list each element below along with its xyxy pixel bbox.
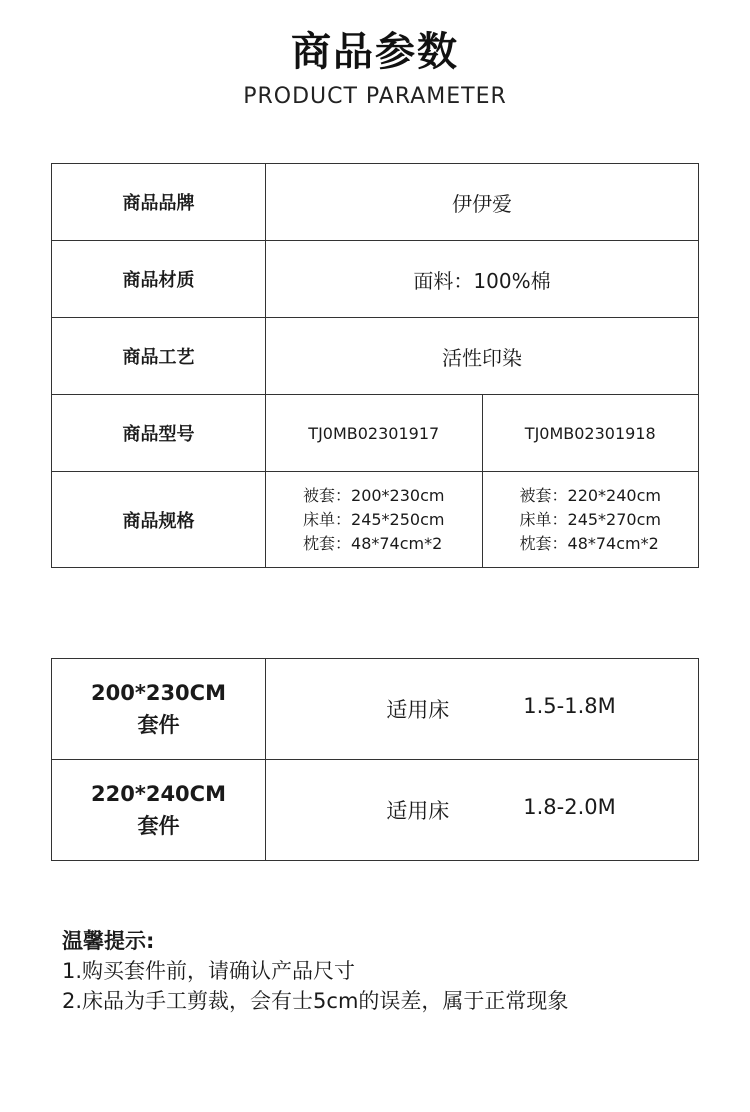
table-row <box>52 164 699 241</box>
spec-label: 商品规格 <box>52 472 266 568</box>
material-label: 商品材质 <box>52 241 266 318</box>
spec-line: 被套：200*230cm <box>303 485 445 505</box>
brand-label: 商品品牌 <box>52 164 266 241</box>
size-cell <box>52 659 266 760</box>
bed-size: 1.8-2.0M <box>523 795 616 819</box>
table-row <box>52 659 699 760</box>
spec-line: 被套：220*240cm <box>519 485 661 505</box>
notes-title: 温馨提示: <box>62 929 155 953</box>
spec-cell-2 <box>482 472 699 568</box>
spec-line: 枕套：48*74cm*2 <box>303 533 443 553</box>
spec-cell-1 <box>266 472 483 568</box>
size-cell <box>52 760 266 861</box>
table-row <box>52 395 699 472</box>
bed-size: 1.5-1.8M <box>523 694 616 718</box>
notes-section <box>62 926 568 1016</box>
page-subtitle: PRODUCT PARAMETER <box>243 84 507 109</box>
spec-line: 枕套：48*74cm*2 <box>519 533 659 553</box>
page-title: 商品参数 <box>291 29 459 75</box>
bed-cell <box>266 760 699 861</box>
spec-line: 床单：245*250cm <box>303 509 445 529</box>
bed-cell <box>266 659 699 760</box>
note-item: 1.购买套件前，请确认产品尺寸 <box>62 959 356 983</box>
size-value: 200*230CM <box>91 681 226 705</box>
material-value: 面料：100%棉 <box>266 241 699 318</box>
set-label: 套件 <box>137 814 180 838</box>
table-row <box>52 318 699 395</box>
set-label: 套件 <box>137 713 180 737</box>
craft-value: 活性印染 <box>266 318 699 395</box>
model-label: 商品型号 <box>52 395 266 472</box>
size-value: 220*240CM <box>91 782 226 806</box>
table-row <box>52 241 699 318</box>
spec-line: 床单：245*270cm <box>519 509 661 529</box>
craft-label: 商品工艺 <box>52 318 266 395</box>
note-item: 2.床品为手工剪裁，会有士5cm的误差，属于正常现象 <box>62 989 569 1013</box>
size-table <box>51 658 699 861</box>
bed-label: 适用床 <box>386 698 450 722</box>
bed-label: 适用床 <box>386 799 450 823</box>
parameter-table <box>51 163 699 568</box>
model-value-2: TJ0MB02301918 <box>482 395 699 472</box>
brand-value: 伊伊爱 <box>266 164 699 241</box>
table-row <box>52 760 699 861</box>
model-value-1: TJ0MB02301917 <box>266 395 483 472</box>
table-row <box>52 472 699 568</box>
